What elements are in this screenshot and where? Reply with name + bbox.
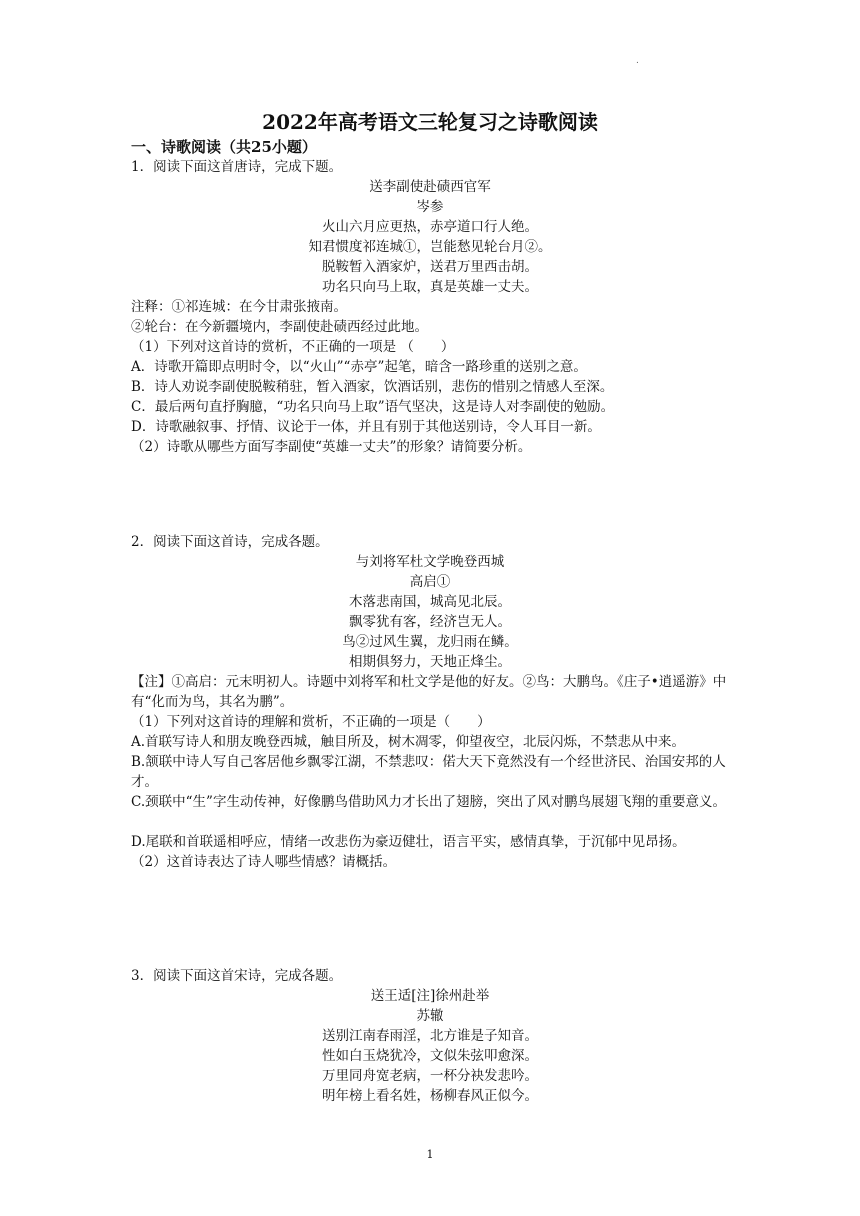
q1-sub2: （2）诗歌从哪些方面写李副使“英雄一丈夫”的形象？请简要分析。 (131, 439, 532, 455)
q2-note: 【注】①高启：元末明初人。诗题中刘将军和杜文学是他的好友。②鸟：大鹏鸟。《庄子•逍遥游》中有“化而为鸟，其名为鹏”。 (131, 674, 727, 710)
q2-line-4: 相期俱努力，天地正烽尘。 (349, 654, 511, 670)
q1-option-b: B．诗人劝说李副使脱鞍稍驻，暂入酒家，饮酒话别，悲伤的惜别之情感人至深。 (131, 379, 614, 395)
q3-intro: 3．阅读下面这首宋诗，完成各题。 (131, 968, 343, 984)
q1-note-1: 注释：①祁连城：在今甘肃张掖南。 (131, 299, 347, 315)
q2-sub1: （1）下列对这首诗的理解和赏析，不正确的一项是（ ） (131, 714, 491, 730)
document-title: 2022年高考语文三轮复习之诗歌阅读 (262, 110, 598, 134)
q1-note-2: ②轮台：在今新疆境内，李副使赴碛西经过此地。 (131, 319, 428, 335)
q2-option-b: B.颔联中诗人写自己客居他乡飘零江湖，不禁悲叹：偌大天下竟然没有一个经世济民、治国安邦的人才。 (131, 754, 726, 790)
q3-line-2: 性如白玉烧犹冷，文似朱弦叩愈深。 (322, 1048, 538, 1064)
q2-author: 高启① (409, 574, 451, 590)
q2-line-1: 木落悲南国，城高见北辰。 (349, 594, 511, 610)
q2-option-d: D.尾联和首联遥相呼应，情绪一改悲伤为豪迈健壮，语言平实，感情真挚，于沉郁中见昂扬。 (131, 834, 686, 850)
q1-option-c: C．最后两句直抒胸臆，“功名只向马上取”语气坚决，这是诗人对李副使的勉励。 (131, 399, 615, 415)
q1-option-a: A．诗歌开篇即点明时令，以“火山”“赤亭”起笔，暗含一路珍重的送别之意。 (131, 359, 587, 375)
q2-sub2: （2）这首诗表达了诗人哪些情感？请概括。 (131, 854, 397, 870)
page-number: 1 (426, 1148, 434, 1161)
q3-author: 苏辙 (416, 1008, 444, 1024)
q1-option-d: D．诗歌融叙事、抒情、议论于一体，并且有别于其他送别诗，令人耳目一新。 (131, 419, 601, 435)
q2-intro: 2．阅读下面这首诗，完成各题。 (131, 534, 329, 550)
q3-line-4: 明年榜上看名姓，杨柳春风正似今。 (322, 1088, 538, 1104)
q2-line-2: 飘零犹有客，经济岂无人。 (349, 614, 511, 630)
q2-option-c: C.颈联中“生”字生动传神，好像鹏鸟借助风力才长出了翅膀，突出了风对鹏鸟展翅飞翔的重要意义。 (131, 794, 726, 810)
section-heading: 一、诗歌阅读（共25小题） (131, 138, 317, 156)
q2-line-3: 鸟②过风生翼，龙归雨在鳞。 (342, 634, 518, 650)
q3-line-1: 送别江南春雨淫，北方谁是子知音。 (322, 1028, 538, 1044)
q2-option-a: A.首联写诗人和朋友晚登西城，触目所及，树木凋零，仰望夜空，北辰闪烁，不禁悲从中来。 (131, 734, 686, 750)
q1-sub1: （1）下列对这首诗的赏析，不正确的一项是 （ ） (131, 339, 455, 355)
q1-intro: 1．阅读下面这首唐诗，完成下题。 (131, 159, 343, 175)
q1-line-3: 脱鞍暂入酒家炉，送君万里西击胡。 (322, 259, 538, 275)
q1-line-4: 功名只向马上取，真是英雄一丈夫。 (322, 279, 538, 295)
q3-poem-title: 送王适[注]徐州赴举 (370, 988, 490, 1004)
q1-line-2: 知君惯度祁连城①，岂能愁见轮台月②。 (308, 239, 552, 255)
q1-poem-title: 送李副使赴碛西官军 (369, 179, 491, 195)
q1-line-1: 火山六月应更热，赤亭道口行人绝。 (322, 219, 538, 235)
q3-line-3: 万里同舟宽老病，一杯分袂发悲吟。 (322, 1068, 538, 1084)
q1-author: 岑参 (416, 199, 444, 215)
q2-poem-title: 与刘将军杜文学晚登西城 (355, 554, 505, 570)
header-mark: . (636, 56, 639, 66)
